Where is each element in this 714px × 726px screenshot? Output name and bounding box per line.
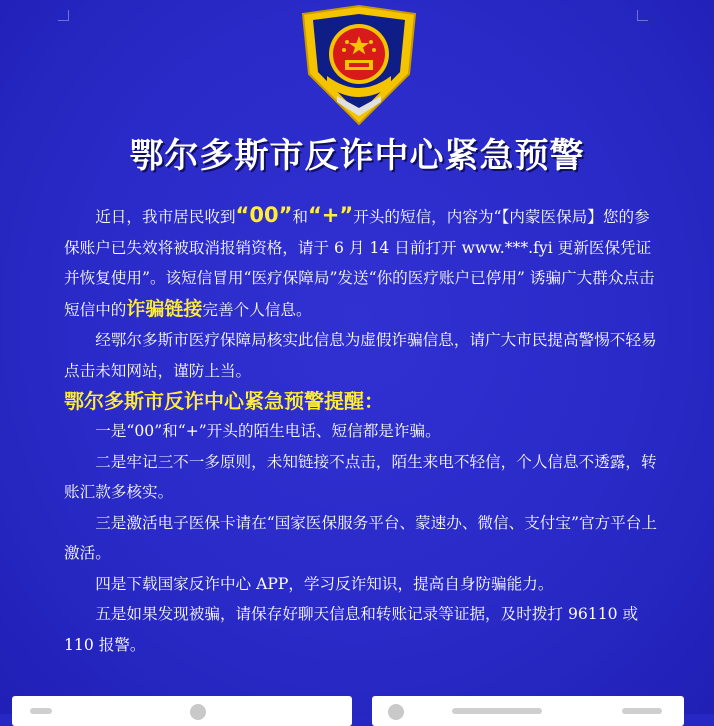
- police-emblem-icon: [297, 4, 421, 126]
- p1-highlight-00: “00”: [235, 203, 293, 227]
- bottom-card-left[interactable]: [12, 696, 352, 726]
- reminder-item: 一是“00”和“+”开头的陌生电话、短信都是诈骗。: [95, 422, 441, 440]
- reminder-item: 二是牢记三不一多原则，未知链接不点击，陌生来电不轻信，个人信息不透露，转账汇款多核实。: [64, 452, 657, 501]
- reminder-item: 三是激活电子医保卡请在“国家医保服务平台、蒙速办、微信、支付宝”官方平台上激活。: [64, 513, 657, 562]
- p1-text-a: 近日，我市居民收到: [95, 208, 236, 226]
- crop-mark-top-right: [637, 10, 648, 21]
- p1-highlight-plus: “+”: [307, 203, 354, 227]
- p1-text-b: 和: [292, 208, 308, 226]
- placeholder-bar: [452, 708, 542, 714]
- placeholder-bar: [622, 708, 662, 714]
- article-body: [64, 200, 664, 660]
- avatar: [388, 704, 404, 720]
- reminder-item: 四是下载国家反诈中心 APP，学习反诈知识，提高自身防骗能力。: [95, 574, 554, 593]
- bottom-card-right[interactable]: [372, 696, 684, 726]
- paragraph-1: [64, 200, 664, 325]
- p1-text-d: 完善个人信息。: [202, 300, 312, 319]
- crop-mark-top-left: [58, 10, 69, 21]
- reminder-heading: 鄂尔多斯市反诈中心紧急预警提醒：: [64, 389, 384, 413]
- p1-text-c: 开头的短信，内容为“【内蒙医保局】您的参保账户已失效将被取消报销资格，请于 6 月 14 日前打开 www.***.fyi 更新医保凭证并恢复使用”。该短信冒用“医疗保障局”发送“你的医疗账户已停用” 诱骗广大群众点击短信中的: [64, 208, 655, 319]
- reminder-item: 五是如果发现被骗，请保存好聊天信息和转账记录等证据，及时拨打 96110 或 110 报警。: [64, 605, 639, 654]
- placeholder-bar: [30, 708, 52, 714]
- avatar: [190, 704, 206, 720]
- paragraph-2: 经鄂尔多斯市医疗保障局核实此信息为虚假诈骗信息，请广大市民提高警惕不轻易点击未知网站，谨防上当。: [64, 331, 657, 380]
- page-title: 鄂尔多斯市反诈中心紧急预警: [129, 136, 585, 176]
- p1-highlight-link: 诈骗链接: [126, 297, 203, 320]
